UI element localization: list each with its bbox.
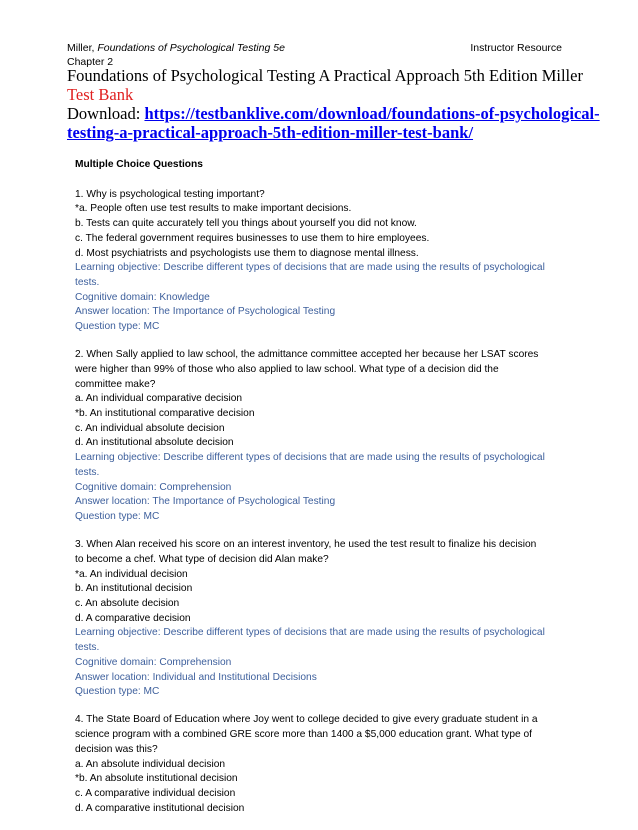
section-heading: Multiple Choice Questions <box>75 159 203 170</box>
download-label: Download: <box>67 104 145 123</box>
question-meta-line: Learning objective: Describe different types of decisions that are made using the results of psychological <box>75 452 545 464</box>
answer-option: d. An institutional absolute decision <box>75 437 234 449</box>
question-meta-line: Answer location: The Importance of Psychological Testing <box>75 306 336 318</box>
question-stem-line: 1. Why is psychological testing important? <box>75 188 265 200</box>
question-meta-line: tests. <box>75 276 100 288</box>
answer-option: a. An absolute individual decision <box>75 758 226 770</box>
answer-option: *b. An absolute institutional decision <box>75 773 238 785</box>
question-meta-line: Learning objective: Describe different types of decisions that are made using the results of psychological <box>75 262 545 274</box>
question-block <box>75 538 571 700</box>
answer-option: a. An individual comparative decision <box>75 393 243 405</box>
running-header-left <box>67 41 285 56</box>
question-stem-line: 4. The State Board of Education where Joy went to college decided to give every graduate student in a <box>75 714 538 726</box>
answer-option: *b. An institutional comparative decision <box>75 408 255 420</box>
title-block <box>67 66 600 142</box>
answer-option: b. Tests can quite accurately tell you things about yourself you did not know. <box>75 218 417 230</box>
download-line-2 <box>67 123 572 142</box>
question-meta-line: Answer location: The Importance of Psychological Testing <box>75 496 336 508</box>
question-meta-line: Cognitive domain: Comprehension <box>75 481 232 493</box>
question-meta-line: Question type: MC <box>75 686 160 698</box>
question-stem-line: 3. When Alan received his score on an interest inventory, he used the test result to finalize his decision <box>75 539 537 551</box>
header-author: Miller, <box>67 42 98 54</box>
answer-option: d. Most psychiatrists and psychologists use them to diagnose mental illness. <box>75 247 419 259</box>
download-link-part2[interactable]: testing-a-practical-approach-5th-edition-miller-test-bank/ <box>67 123 474 142</box>
question-stem-line: decision was this? <box>75 743 158 755</box>
question-stem-line: committee make? <box>75 378 156 390</box>
answer-option: d. A comparative institutional decision <box>75 802 245 814</box>
document-subtitle: Test Bank <box>67 85 134 104</box>
question-meta-line: Question type: MC <box>75 321 160 333</box>
question-stem-line: 2. When Sally applied to law school, the admittance committee accepted her because her LSAT scores <box>75 349 539 361</box>
question-meta-line: Answer location: Individual and Institutional Decisions <box>75 671 317 683</box>
questions-container <box>75 188 571 817</box>
question-stem-line: science program with a combined GRE score more than 1400 a $5,000 education grant. What type of <box>75 729 532 741</box>
answer-option: c. An individual absolute decision <box>75 422 225 434</box>
answer-option: c. The federal government requires businesses to use them to hire employees. <box>75 232 430 244</box>
header-book-title: Foundations of Psychological Testing 5e <box>97 42 285 54</box>
question-meta-line: tests. <box>75 642 100 654</box>
answer-option: b. An institutional decision <box>75 583 193 595</box>
running-header-right: Instructor Resource <box>470 42 562 54</box>
question-meta-line: Question type: MC <box>75 510 160 522</box>
answer-option: *a. People often use test results to make important decisions. <box>75 203 352 215</box>
question-block <box>75 713 571 816</box>
question-meta-line: Cognitive domain: Comprehension <box>75 656 232 668</box>
download-link-part1[interactable]: https://testbanklive.com/download/foundations-of-psychological- <box>144 104 600 123</box>
question-block <box>75 348 571 524</box>
question-meta-line: Learning objective: Describe different types of decisions that are made using the results of psychological <box>75 627 545 639</box>
answer-option: *a. An individual decision <box>75 568 188 580</box>
answer-option: d. A comparative decision <box>75 612 191 624</box>
question-list <box>75 158 571 830</box>
question-stem-line: to become a chef. What type of decision did Alan make? <box>75 553 329 565</box>
download-line <box>67 104 600 123</box>
running-header-chapter: Chapter 2 <box>67 56 114 68</box>
question-stem-line: were higher than 99% of those who also applied to law school. What type of a decision did the <box>75 363 499 375</box>
question-block <box>75 188 571 335</box>
answer-option: c. A comparative individual decision <box>75 787 236 799</box>
question-meta-line: tests. <box>75 466 100 478</box>
document-title: Foundations of Psychological Testing A Practical Approach 5th Edition Miller <box>67 66 583 85</box>
answer-option: c. An absolute decision <box>75 597 180 609</box>
question-meta-line: Cognitive domain: Knowledge <box>75 291 210 303</box>
